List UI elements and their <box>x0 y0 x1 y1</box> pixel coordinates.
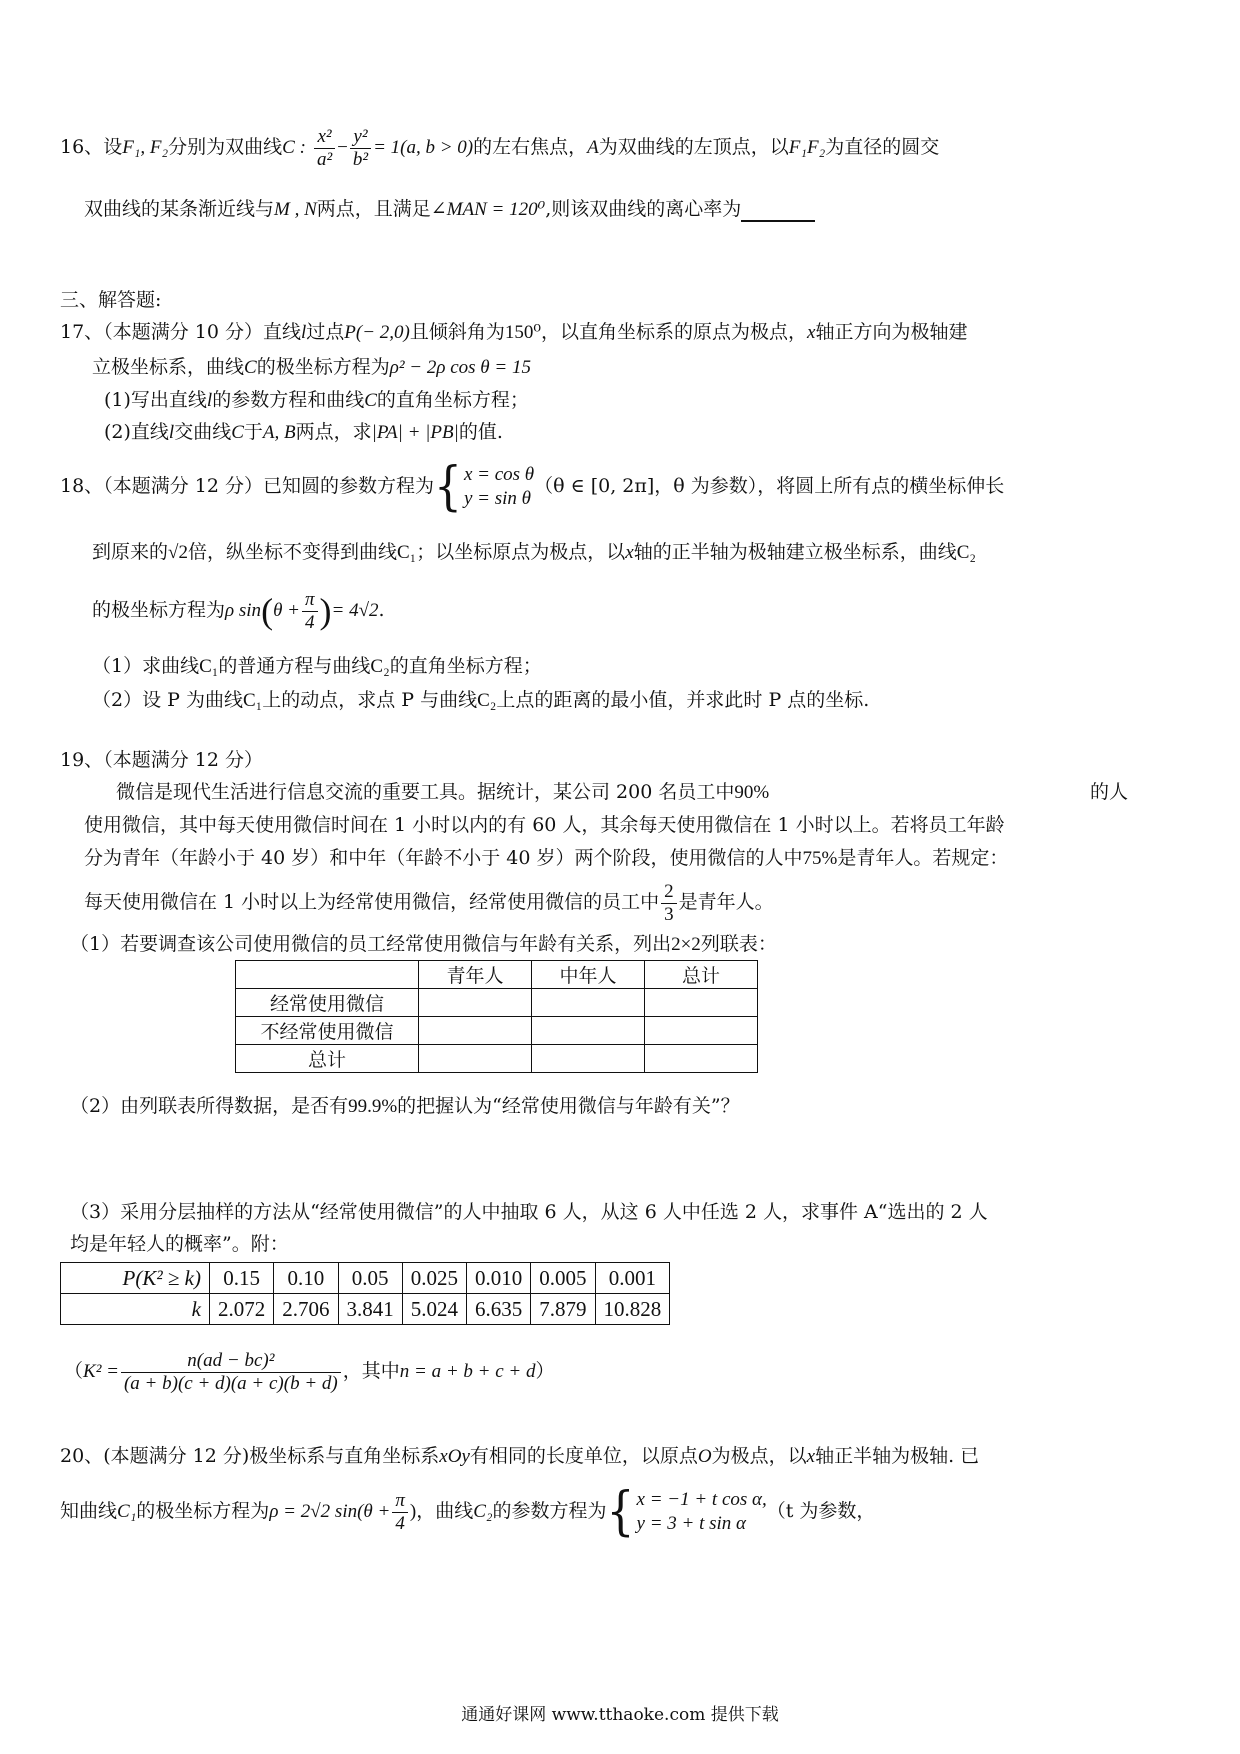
q18-part2: （2）设 P 为曲线C₁上的动点，求点 P 与曲线C₂上点的距离的最小值，并求此时 P 点的坐标. <box>92 689 870 711</box>
q19-line1: 微信是现代生活进行信息交流的重要工具。据统计，某公司 200 名员工中90% 的人 <box>116 781 1128 803</box>
q19-part2: （2）由列联表所得数据，是否有99.9%的把握认为“经常使用微信与年龄有关”？ <box>70 1095 740 1117</box>
table-cell: 0.05 <box>338 1263 402 1294</box>
q18-part1: （1）求曲线C₁的普通方程与曲线C₂的直角坐标方程； <box>92 655 542 677</box>
table-cell: 总计 <box>645 961 758 989</box>
q19-line3: 分为青年（年龄小于 40 岁）和中年（年龄不小于 40 岁）两个阶段，使用微信的人中75%是青年人。若规定： <box>84 847 1009 869</box>
q19-line2: 使用微信，其中每天使用微信时间在 1 小时以内的有 60 人，其余每天使用微信在 1 小时以上。若将员工年龄 <box>84 814 1005 836</box>
table-cell: 青年人 <box>419 961 532 989</box>
table-cell: 6.635 <box>467 1294 531 1325</box>
table-cell: 总计 <box>236 1045 419 1073</box>
table-cell: P(K² ≥ k) <box>61 1263 210 1294</box>
table-cell: 0.025 <box>402 1263 466 1294</box>
table-cell: 经常使用微信 <box>236 989 419 1017</box>
critical-value-table <box>60 1262 670 1325</box>
q17-part1: (1)写出直线l的参数方程和曲线C的直角坐标方程； <box>104 389 529 411</box>
table-cell: 7.879 <box>531 1294 595 1325</box>
param-system: x = cos θ y = sin θ <box>463 464 535 509</box>
table-cell: 10.828 <box>595 1294 670 1325</box>
fraction-x2-a2: $\frac{\text{x²}}{\text{a²}}$ <box>314 126 335 171</box>
brace-icon: { <box>606 1480 635 1542</box>
q19-part3-line1: （3）采用分层抽样的方法从“经常使用微信”的人中抽取 6 人，从这 6 人中任选 2 人，求事件 A“选出的 2 人 <box>70 1201 988 1223</box>
table-row <box>236 1045 758 1073</box>
fraction-2-3: $\frac{2}{3}$ <box>661 881 677 926</box>
q19-part3-line2: 均是年轻人的概率”。附： <box>70 1233 289 1255</box>
section-heading: 三、解答题: <box>60 289 162 311</box>
table-cell: 0.001 <box>595 1263 670 1294</box>
fraction-y2-b2: $\frac{\text{y²}}{\text{b²}}$ <box>350 126 371 171</box>
q17-line2: 立极坐标系，曲线C的极坐标方程为ρ² − 2ρ cos θ = 15 <box>92 356 531 378</box>
q19-header: 19、（本题满分 12 分） <box>60 749 263 771</box>
q19-line4: 每天使用微信在 1 小时以上为经常使用微信，经常使用微信的员工中 $\frac{2}{3}$ 是青年人。 <box>84 880 774 925</box>
table-row <box>236 1017 758 1045</box>
table-cell: 0.005 <box>531 1263 595 1294</box>
table-cell: 3.841 <box>338 1294 402 1325</box>
param-system: x = −1 + t cos α, y = 3 + t sin α <box>636 1489 767 1534</box>
table-cell: 0.10 <box>274 1263 338 1294</box>
q20-line1: 20、(本题满分 12 分)极坐标系与直角坐标系xOy有相同的长度单位，以原点O为极点，以x轴正半轴为极轴. 已 <box>60 1445 980 1467</box>
q18-line1: 18、（本题满分 12 分）已知圆的参数方程为{ x = cos θ y = sin θ （θ ∈ [0, 2π]，θ 为参数），将圆上所有点的横坐标伸长 <box>60 455 1005 517</box>
table-header-row <box>236 961 758 989</box>
table-cell: 不经常使用微信 <box>236 1017 419 1045</box>
footer: 通通好课网 www.tthaoke.com 提供下载 <box>461 1705 779 1725</box>
q18-line2: 到原来的√2倍，纵坐标不变得到曲线C₁；以坐标原点为极点，以x轴的正半轴为极轴建立极坐标系，曲线C₂ <box>92 541 977 563</box>
table-cell: 2.706 <box>274 1294 338 1325</box>
q19-part1: （1）若要调查该公司使用微信的员工经常使用微信与年龄有关系，列出2×2列联表： <box>70 933 777 955</box>
table-row <box>61 1263 670 1294</box>
fraction-pi-4: $\frac{\pi}{4}$ <box>302 589 318 634</box>
q17-part2: (2)直线l交曲线C于A, B两点，求|PA| + |PB|的值. <box>104 421 503 443</box>
table-row <box>236 989 758 1017</box>
k2-formula: （K² = $\frac{\text{n(ad − bc)²}}{(a + b)(c + d)(a + c)(b + d)}$ ，其中n = a + b + c + d） <box>64 1349 555 1394</box>
table-row <box>61 1294 670 1325</box>
table-cell: k <box>61 1294 210 1325</box>
table-cell: 0.15 <box>210 1263 274 1294</box>
table-cell: 中年人 <box>532 961 645 989</box>
table-cell: 2.072 <box>210 1294 274 1325</box>
brace-icon: { <box>433 455 462 517</box>
answer-blank <box>741 202 815 222</box>
table-cell: 0.010 <box>467 1263 531 1294</box>
q16-line1: 16、设F₁, F₂分别为双曲线C : $\frac{\text{x²}}{\text{a²}}$ − $\frac{\text{y²}}{\text{b²}}$ = 1(a, b > 0)的左右焦点，A为双曲线的左顶点，以F₁F₂为直径的圆交 <box>60 125 940 170</box>
table-cell <box>236 961 419 989</box>
q16-line2: 双曲线的某条渐近线与M , N两点，且满足∠MAN = 120⁰,则该双曲线的离心率为 <box>84 197 815 222</box>
q17-line1: 17、（本题满分 10 分）直线l过点P(− 2,0)且倾斜角为150⁰，以直角坐标系的原点为极点，x轴正方向为极轴建 <box>60 321 968 343</box>
q16-number: 16、 <box>60 136 104 158</box>
q20-line2: 知曲线C₁的极坐标方程为ρ = 2√2 sin(θ + $\frac{\pi}{4}$ )，曲线C₂的参数方程为{ x = −1 + t cos α, y = 3 + t sin α （t 为参数， <box>60 1480 876 1542</box>
contingency-table <box>235 960 758 1073</box>
q18-line3: 的极坐标方程为ρ sin(θ + $\frac{\pi}{4}$ )= 4√2. <box>92 588 385 633</box>
fraction-pi-4: $\frac{\pi}{4}$ <box>392 1490 408 1535</box>
table-cell: 5.024 <box>402 1294 466 1325</box>
fraction-k2: $\frac{\text{n(ad − bc)²}}{(a + b)(c + d)(a + c)(b + d)}$ <box>121 1350 341 1395</box>
